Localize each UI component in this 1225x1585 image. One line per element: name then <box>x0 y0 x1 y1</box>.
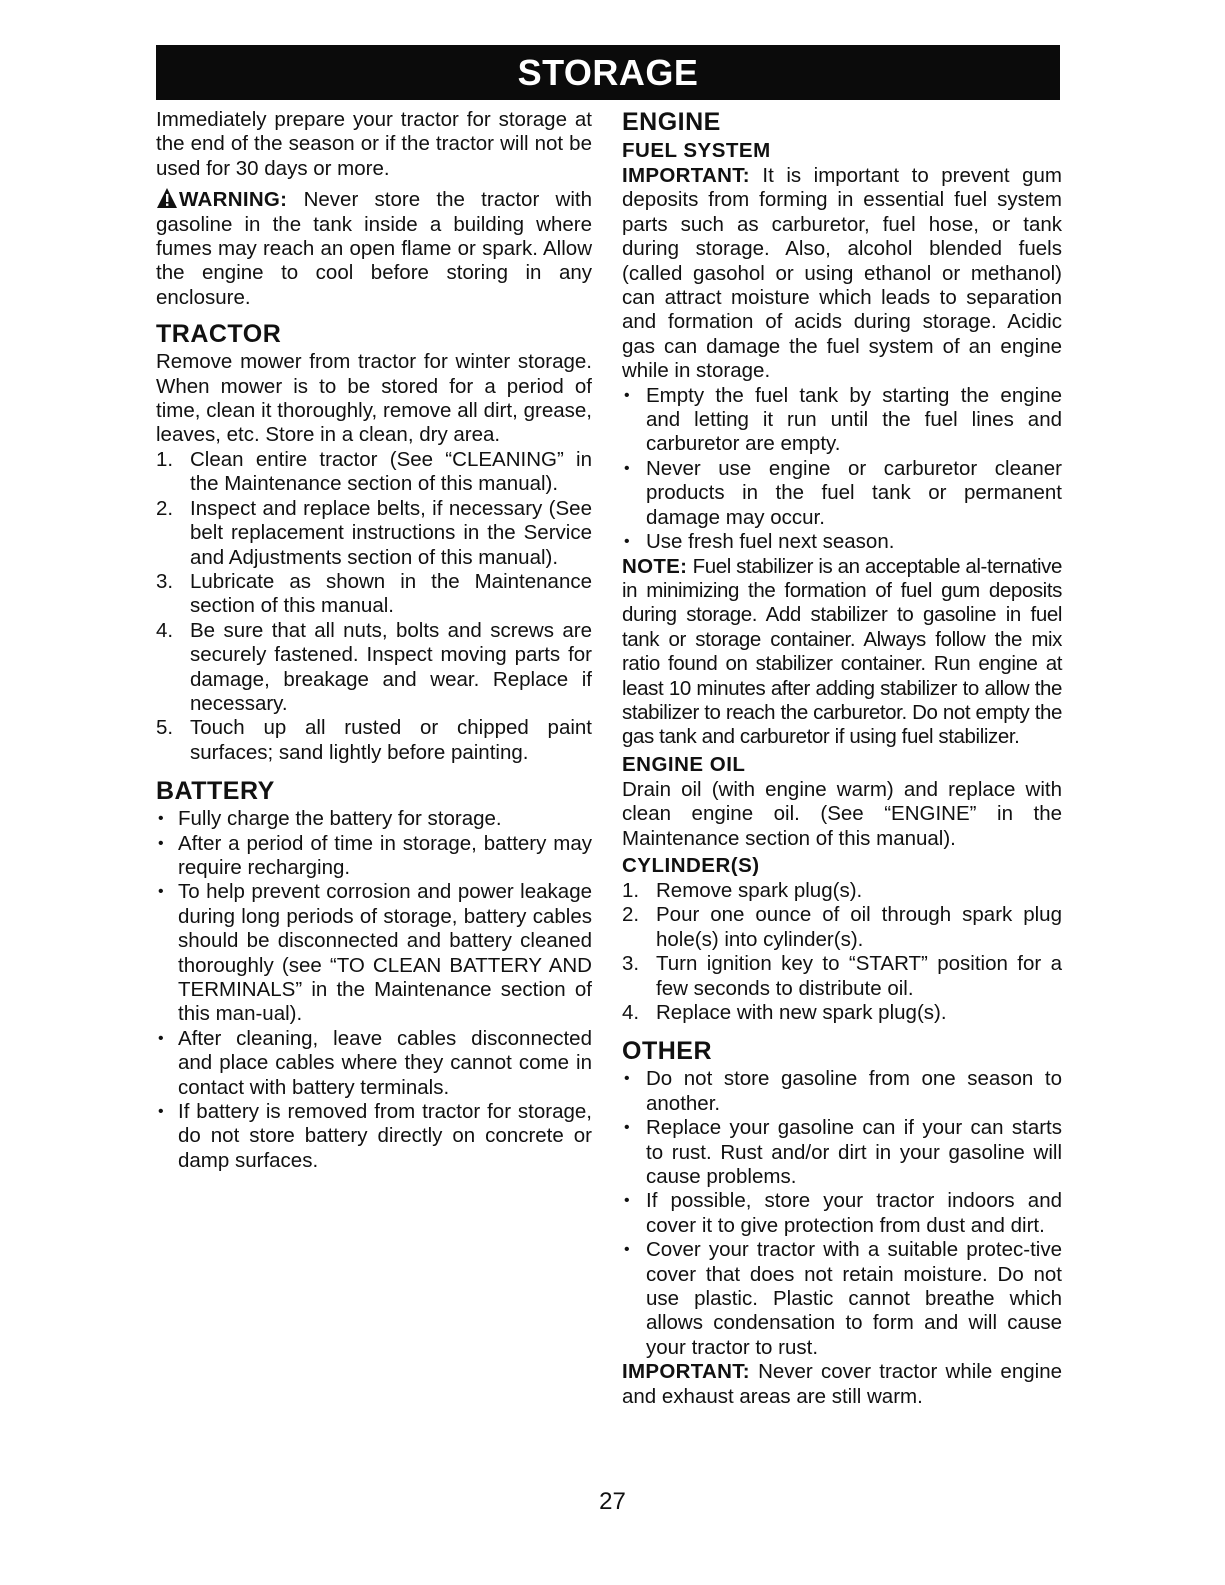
bullet-icon: • <box>624 1192 630 1210</box>
bullet-icon: • <box>158 834 164 852</box>
other-heading: OTHER <box>622 1037 712 1066</box>
step-number: 5. <box>156 716 174 740</box>
bullet-icon: • <box>624 533 630 551</box>
step-text: Lubricate as shown in the Maintenance section of this manual. <box>190 569 592 618</box>
fuel-note-paragraph <box>622 555 1062 750</box>
note-text: Fuel stabilizer is an acceptable al-ternative in minimizing the formation of fuel gum deposits during storage. Add stabilizer to gasoline in fuel tank or storage container. Always follow the mix ratio found on stabilizer container. Run engine at least 10 minutes after adding stabilizer to allow the stabilizer to reach the carburetor. Do not empty the gas tank and carburetor if using fuel stabilizer. <box>622 554 1062 749</box>
list-item <box>156 619 592 717</box>
page-title: STORAGE <box>517 51 699 93</box>
step-text: Be sure that all nuts, bolts and screws are securely fastened. Inspect moving parts for damage, breakage and wear. Replace if necessary. <box>190 618 592 715</box>
cylinder-steps <box>622 879 1062 1025</box>
cylinders-heading: CYLINDER(S) <box>622 853 760 877</box>
step-text: Remove spark plug(s). <box>656 878 863 902</box>
list-item <box>156 832 592 881</box>
warning-triangle-icon <box>156 187 178 209</box>
intro-paragraph: Immediately prepare your tractor for storage at the end of the season or if the tractor will not be used for 30 days or more. <box>156 108 592 180</box>
fuel-bullets <box>622 384 1062 555</box>
list-item <box>622 457 1062 530</box>
step-text: Touch up all rusted or chipped paint surfaces; sand lightly before painting. <box>190 716 592 764</box>
bullet-icon: • <box>624 386 630 404</box>
engine-oil-heading: ENGINE OIL <box>622 752 746 776</box>
note-label: NOTE: <box>622 554 688 578</box>
list-item <box>622 384 1062 457</box>
step-text: Replace with new spark plug(s). <box>656 1001 947 1024</box>
step-number: 3. <box>156 569 174 593</box>
tractor-heading: TRACTOR <box>156 320 282 349</box>
tractor-steps <box>156 448 592 765</box>
bullet-text: If possible, store your tractor indoors and cover it to give protection from dust and dirt. <box>646 1189 1062 1237</box>
bullet-icon: • <box>624 1070 630 1088</box>
list-item <box>156 448 592 497</box>
list-item <box>622 1189 1062 1238</box>
list-item <box>156 1027 592 1100</box>
list-item <box>156 807 592 831</box>
step-number: 2. <box>156 496 174 520</box>
list-item <box>156 716 592 765</box>
bullet-text: Empty the fuel tank by starting the engine and letting it run until the fuel lines and carburetor are empty. <box>646 383 1062 456</box>
engine-heading: ENGINE <box>622 108 721 136</box>
list-item <box>622 1001 1062 1025</box>
battery-bullets <box>156 807 592 1173</box>
bullet-text: Fully charge the battery for storage. <box>178 807 502 831</box>
list-item <box>622 1067 1062 1116</box>
step-number: 1. <box>622 878 640 902</box>
list-item <box>622 1238 1062 1360</box>
important-label: IMPORTANT: <box>622 164 750 187</box>
important-label: IMPORTANT: <box>622 1360 750 1384</box>
list-item <box>156 880 592 1026</box>
list-item <box>622 1116 1062 1189</box>
list-item <box>622 530 1062 554</box>
engine-oil-paragraph: Drain oil (with engine warm) and replace with clean engine oil. (See “ENGINE” in the Maintenance section of this manual). <box>622 777 1062 850</box>
warning-paragraph <box>156 187 592 310</box>
step-number: 4. <box>156 618 174 642</box>
list-item <box>622 903 1062 952</box>
step-number: 2. <box>622 903 640 927</box>
bullet-text: If battery is removed from tractor for storage, do not store battery directly on concrete or damp surfaces. <box>178 1100 592 1172</box>
list-item <box>622 952 1062 1001</box>
step-text: Pour one ounce of oil through spark plug hole(s) into cylinder(s). <box>656 903 1062 951</box>
list-item <box>622 879 1062 903</box>
list-item <box>156 1100 592 1173</box>
step-number: 3. <box>622 952 640 976</box>
bullet-icon: • <box>158 810 164 828</box>
bullet-icon: • <box>624 459 630 477</box>
list-item <box>156 570 592 619</box>
important-text: It is important to prevent gum deposits from forming in essential fuel system parts such as carburetor, fuel hose, or tank during storage. Also, alcohol blended fuels (called gasohol or using ethanol or methanol) can attract moisture which leads to separation and formation of acids during storage. Acidic gas can damage the fuel system of an engine while in storage. <box>622 164 1063 383</box>
warning-label: WARNING: <box>179 188 288 212</box>
bullet-icon: • <box>158 1103 164 1121</box>
storage-title-banner <box>156 45 1060 100</box>
bullet-text: Use fresh fuel next season. <box>646 530 895 554</box>
step-number: 1. <box>156 447 174 471</box>
bullet-text: To help prevent corrosion and power leakage during long periods of storage, battery cables should be disconnected and battery cleaned thoroughly (see “TO CLEAN BATTERY AND TERMINALS” in the Maintenance section of this man-ual). <box>178 880 592 1026</box>
other-bullets <box>622 1067 1062 1360</box>
fuel-important-paragraph <box>622 164 1062 384</box>
step-text: Clean entire tractor (See “CLEANING” in the Maintenance section of this manual). <box>190 447 592 496</box>
step-text: Turn ignition key to “START” position for a few seconds to distribute oil. <box>656 952 1062 1000</box>
bullet-text: Do not store gasoline from one season to another. <box>646 1067 1062 1115</box>
bullet-text: After cleaning, leave cables disconnected and place cables where they cannot come in contact with battery terminals. <box>178 1026 592 1099</box>
bullet-text: Cover your tractor with a suitable protec-tive cover that does not retain moisture. Do not use plastic. Plastic cannot breathe which allows condensation to form and will cause your tractor to rust. <box>646 1238 1062 1359</box>
bullet-text: After a period of time in storage, battery may require recharging. <box>178 831 592 879</box>
battery-heading: BATTERY <box>156 777 275 806</box>
right-column <box>622 108 1062 1409</box>
bullet-text: Replace your gasoline can if your can starts to rust. Rust and/or dirt in your gasoline will cause problems. <box>646 1116 1062 1189</box>
fuel-system-heading: FUEL SYSTEM <box>622 139 771 162</box>
bullet-icon: • <box>624 1241 630 1259</box>
tractor-paragraph: Remove mower from tractor for winter storage. When mower is to be stored for a period of time, clean it thoroughly, remove all dirt, grease, leaves, etc. Store in a clean, dry area. <box>156 350 592 447</box>
bullet-icon: • <box>158 883 164 901</box>
warning-text: Never store the tractor with gasoline in the tank inside a building where fumes may reach an open flame or spark. Allow the engine to cool before storing in any enclosure. <box>156 188 592 309</box>
step-text: Inspect and replace belts, if necessary (See belt replacement instructions in the Service and Adjustments section of this manual). <box>190 496 592 569</box>
page-number: 27 <box>599 1488 626 1515</box>
bullet-text: Never use engine or carburetor cleaner products in the fuel tank or permanent damage may occur. <box>646 456 1062 529</box>
other-important-paragraph <box>622 1360 1062 1409</box>
step-number: 4. <box>622 1001 640 1024</box>
bullet-icon: • <box>624 1119 630 1137</box>
list-item <box>156 497 592 570</box>
left-column <box>156 108 592 1173</box>
important-text: Never cover tractor while engine and exhaust areas are still warm. <box>622 1360 1062 1408</box>
bullet-icon: • <box>158 1029 164 1047</box>
